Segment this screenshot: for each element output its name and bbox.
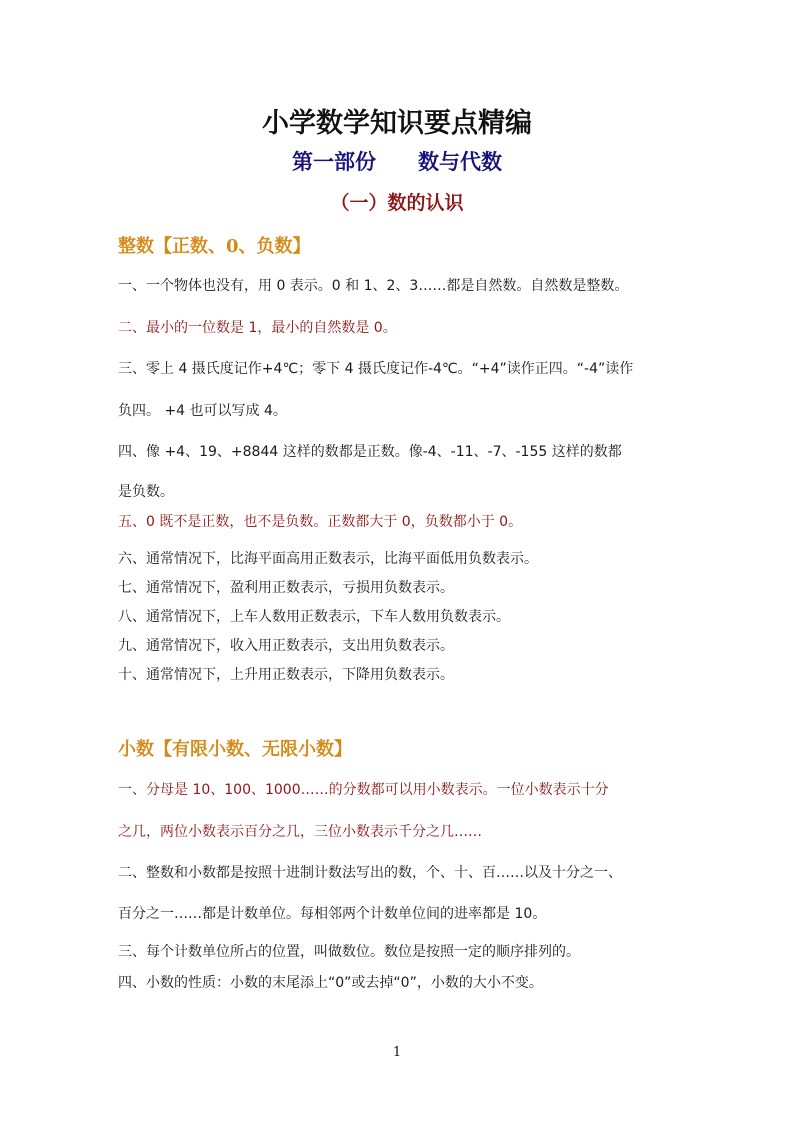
paragraph-line: 二、最小的一位数是 1，最小的自然数是 0。	[118, 320, 397, 336]
paragraph-line: 五、0 既不是正数，也不是负数。正数都大于 0，负数都小于 0。	[118, 514, 523, 530]
paragraph-line: 一、一个物体也没有，用 0 表示。0 和 1、2、3……都是自然数。自然数是整数。	[118, 278, 629, 294]
paragraph-line: 是负数。	[118, 484, 174, 500]
paragraph-line: 三、每个计数单位所占的位置，叫做数位。数位是按照一定的顺序排列的。	[118, 944, 580, 960]
page-number: 1	[392, 1045, 402, 1060]
paragraph-line: 一、分母是 10、100、1000……的分数都可以用小数表示。一位小数表示十分	[118, 782, 609, 798]
paragraph-line: 九、通常情况下，收入用正数表示，支出用负数表示。	[118, 638, 454, 654]
paragraph-line: 百分之一……都是计数单位。每相邻两个计数单位间的进率都是 10。	[118, 906, 547, 922]
chapter-heading: （一）数的认识	[330, 192, 464, 214]
part-label: 第一部份	[292, 149, 376, 174]
paragraph-line: 八、通常情况下，上车人数用正数表示，下车人数用负数表示。	[118, 609, 510, 625]
paragraph-line: 四、小数的性质：小数的末尾添上“0”或去掉“0”，小数的大小不变。	[118, 975, 543, 991]
paragraph-line: 六、通常情况下，比海平面高用正数表示，比海平面低用负数表示。	[118, 551, 538, 567]
section-heading-integers: 整数【正数、0、负数】	[118, 236, 311, 257]
paragraph-line: 三、零上 4 摄氏度记作+4℃；零下 4 摄氏度记作-4℃。“+4”读作正四。“-4”读作	[118, 361, 634, 377]
paragraph-line: 负四。 +4 也可以写成 4。	[118, 403, 287, 419]
part-name: 数与代数	[418, 149, 502, 174]
paragraph-line: 之几，两位小数表示百分之几，三位小数表示千分之几……	[118, 824, 482, 840]
paragraph-line: 七、通常情况下，盈利用正数表示，亏损用负数表示。	[118, 580, 454, 596]
document-title: 小学数学知识要点精编	[262, 108, 532, 139]
paragraph-line: 二、整数和小数都是按照十进制计数法写出的数，个、十、百……以及十分之一、	[118, 865, 622, 881]
paragraph-line: 十、通常情况下，上升用正数表示，下降用负数表示。	[118, 667, 454, 683]
section-heading-decimals: 小数【有限小数、无限小数】	[118, 739, 352, 760]
paragraph-line: 四、像 +4、19、+8844 这样的数都是正数。像-4、-11、-7、-155 这样的数都	[118, 444, 622, 460]
part-heading	[0, 146, 794, 176]
